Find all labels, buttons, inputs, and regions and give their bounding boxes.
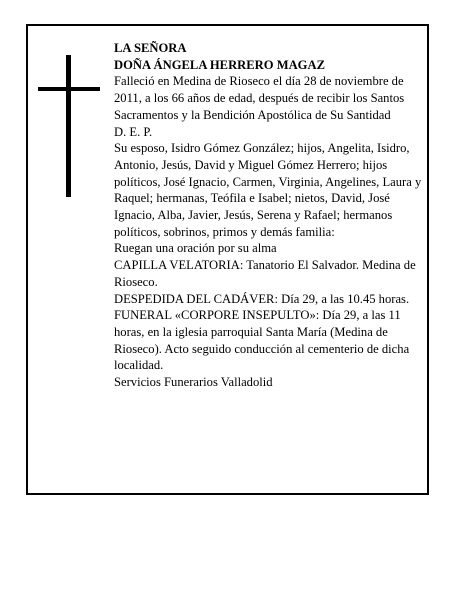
- death-paragraph: Falleció en Medina de Rioseco el día 28 de noviembre de 2011, a los 66 años de edad, después de recibir los Santos Sacramentos y la Bendición Apostólica de Su Santidad: [114, 74, 405, 122]
- services-line: Servicios Funerarios Valladolid: [114, 375, 273, 390]
- rip-line: D. E. P.: [114, 124, 153, 139]
- funeral-paragraph: FUNERAL «CORPORE INSEPULTO»: Día 29, a las 11 horas, en la iglesia parroquial Santa María (Medina de Rioseco). Acto seguido conducción al cementerio de dicha localidad.: [114, 308, 410, 373]
- chapel-paragraph: CAPILLA VELATORIA: Tanatorio El Salvador. Medina de Rioseco.: [114, 258, 416, 289]
- cross-horizontal-bar: [38, 87, 100, 91]
- obituary-title-line-1: LA SEÑORA: [114, 41, 187, 55]
- obituary-title-line-2: DOÑA ÁNGELA HERRERO MAGAZ: [114, 57, 325, 72]
- cross-icon: [38, 55, 100, 197]
- obituary-text: [114, 40, 430, 391]
- family-paragraph: Su esposo, Isidro Gómez González; hijos, Angelita, Isidro, Antonio, Jesús, David y Miguel Gómez Herrero; hijos políticos, José Ignacio, Carmen, Virginia, Angelines, Laura y Raquel; hermanas, Teófila e Isabel; nietos, David, José Ignacio, Alba, Javier, Jesús, Serena y Rafael; hermanos políticos, sobrinos, primos y demás familia:: [114, 141, 422, 239]
- cross-vertical-bar: [66, 55, 71, 197]
- prayer-line: Ruegan una oración por su alma: [114, 241, 277, 256]
- farewell-paragraph: DESPEDIDA DEL CADÁVER: Día 29, a las 10.45 horas.: [114, 291, 410, 306]
